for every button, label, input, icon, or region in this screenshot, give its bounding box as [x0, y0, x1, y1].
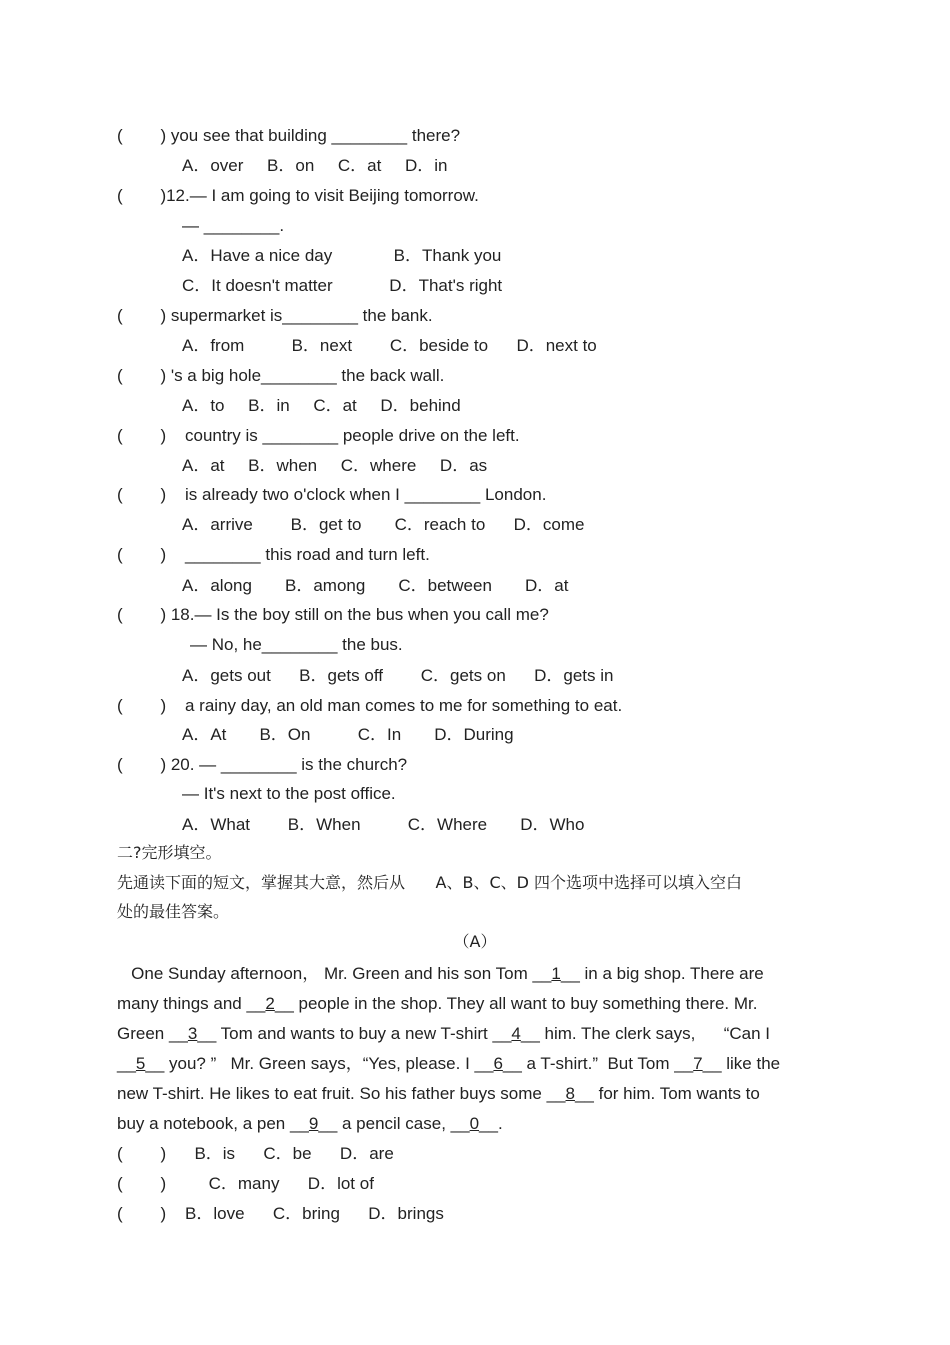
question-options: A．What B．When C．Where D．Who [182, 815, 585, 834]
question-options: A．at B．when C．where D．as [182, 456, 488, 475]
question-stem: ( ) you see that building ________ there? [117, 126, 461, 145]
blank-number: 7 [693, 1054, 703, 1073]
question-stem: ( ) 18.— Is the boy still on the bus when you call me? [117, 605, 549, 624]
section-instruction: 处的最佳答案。 [117, 902, 230, 921]
question-options: A．from B．next C．beside to D．next to [182, 336, 597, 355]
question-stem: ( ) 20. — ________ is the church? [117, 755, 408, 774]
blank-number: 1 [551, 964, 561, 983]
question-stem: ( ) country is ________ people drive on the left. [117, 426, 520, 445]
passage-line: many things and __2__ people in the shop. They all want to buy something there. Mr. [117, 994, 758, 1013]
blank-number: 2 [265, 994, 275, 1013]
question-options: C．It doesn't matter D．That's right [182, 276, 503, 295]
question-stem: ( ) supermarket is________ the bank. [117, 306, 433, 325]
blank-number: 6 [493, 1054, 503, 1073]
passage-line: buy a notebook, a pen __9__ a pencil case, __0__. [117, 1114, 503, 1133]
question-stem: ( ) is already two o'clock when I ________ London. [117, 485, 547, 504]
question-dialogue-line: — It's next to the post office. [182, 784, 396, 803]
blank-number: 4 [511, 1024, 521, 1043]
question-options: A．along B．among C．between D．at [182, 576, 569, 595]
question-stem: ( ) 's a big hole________ the back wall. [117, 366, 445, 385]
blank-number: 9 [308, 1114, 319, 1133]
question-options: A．Have a nice day B．Thank you [182, 246, 502, 265]
passage-line: One Sunday afternoon， Mr. Green and his son Tom __1__ in a big shop. There are [117, 964, 764, 983]
question-dialogue-line: — No, he________ the bus. [190, 635, 403, 654]
question-stem: ( ) ________ this road and turn left. [117, 545, 430, 564]
question-options: A．At B．On C．In D．During [182, 725, 514, 744]
blank-number: 3 [187, 1024, 198, 1043]
question-options: A．arrive B．get to C．reach to D．come [182, 515, 585, 534]
question-options: A．gets out B．gets off C．gets on D．gets in [182, 666, 614, 685]
section-title: 二?完形填空。 [117, 843, 222, 862]
question-options: A．to B．in C．at D．behind [182, 396, 461, 415]
question-stem: ( ) a rainy day, an old man comes to me for something to eat. [117, 696, 623, 715]
blank-number: 8 [565, 1084, 575, 1103]
question-dialogue-line: — ________. [182, 216, 285, 235]
passage-label: （A） [453, 932, 497, 951]
section-instruction: 先通读下面的短文，掌握其大意，然后从 A、B、C、D 四个选项中选择可以填入空白 [117, 873, 743, 892]
blank-number: 5 [135, 1054, 146, 1073]
cloze-option-row: ( ) B．is C．be D．are [117, 1144, 394, 1163]
passage-line: new T-shirt. He likes to eat fruit. So his father buys some __8__ for him. Tom wants to [117, 1084, 760, 1103]
cloze-option-row: ( ) B．love C．bring D．brings [117, 1204, 444, 1223]
passage-line: Green __3__ Tom and wants to buy a new T-shirt __4__ him. The clerk says, “Can I [117, 1024, 770, 1043]
question-stem: ( )12.— I am going to visit Beijing tomorrow. [117, 186, 479, 205]
passage-line: __5__ you? ” Mr. Green says，“Yes, please. I __6__ a T-shirt.” But Tom __7__ like the [117, 1054, 781, 1073]
question-options: A．over B．on C．at D．in [182, 156, 448, 175]
cloze-option-row: ( ) C．many D．lot of [117, 1174, 374, 1193]
blank-number: 0 [469, 1114, 480, 1133]
